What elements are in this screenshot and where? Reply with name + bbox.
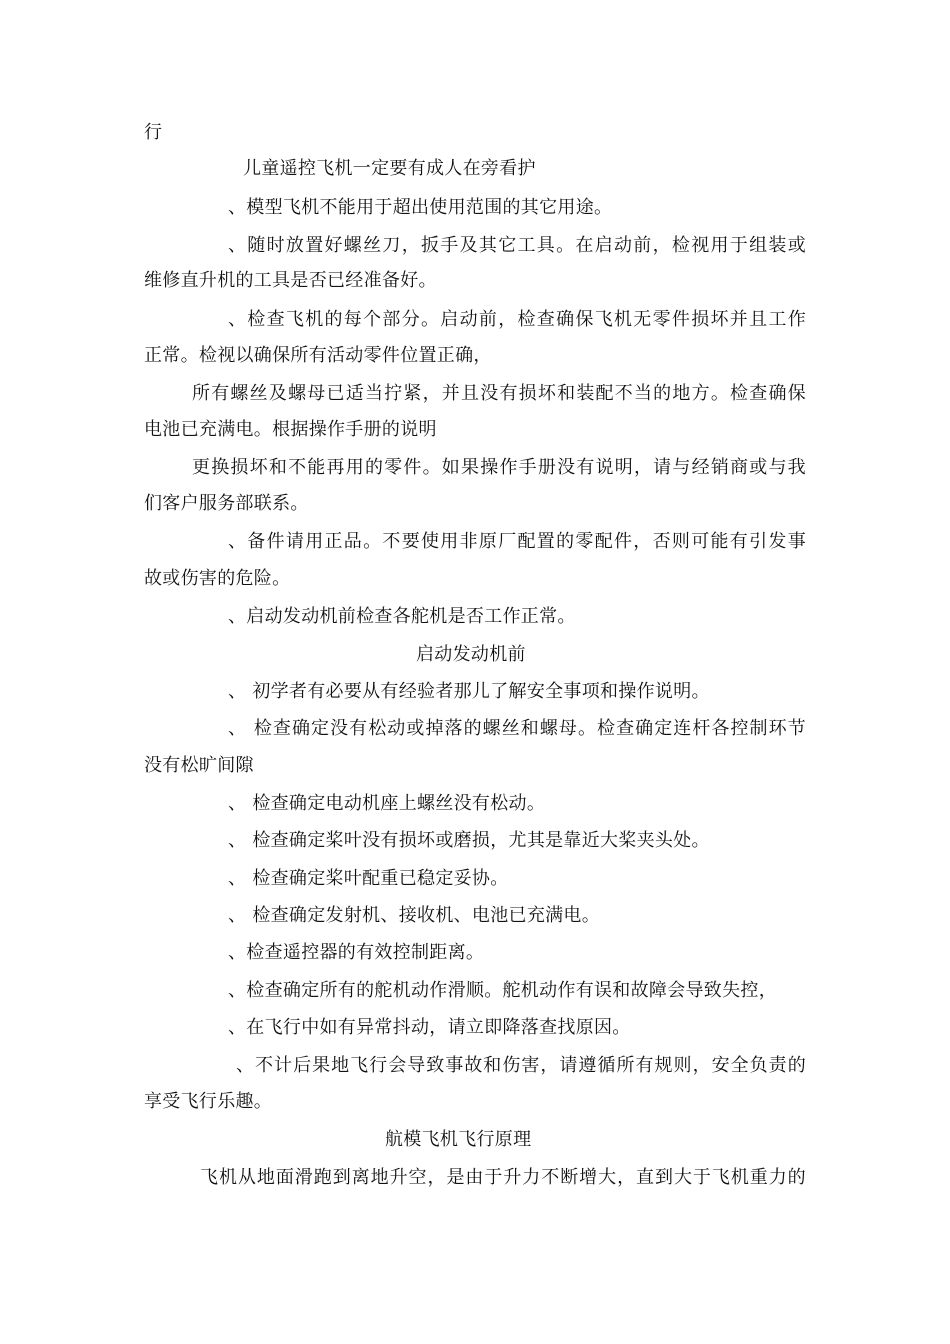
- text-line: 、 检查确定没有松动或掉落的螺丝和螺母。检查确定连杆各控制环节: [228, 718, 806, 739]
- text-line: 行: [144, 122, 163, 143]
- text-line: 、在飞行中如有异常抖动，请立即降落查找原因。: [228, 1017, 631, 1038]
- text-line: 、随时放置好螺丝刀，扳手及其它工具。在启动前，检视用于组装或: [228, 235, 806, 256]
- text-line: 、检查确定所有的舵机动作滑顺。舵机动作有误和故障会导致失控，: [228, 980, 777, 1001]
- text-line: 、 检查确定发射机、接收机、电池已充满电。: [228, 905, 601, 926]
- text-line: 维修直升机的工具是否已经准备好。: [144, 270, 437, 291]
- text-line: 更换损坏和不能再用的零件。如果操作手册没有说明，请与经销商或与我: [192, 457, 806, 478]
- text-line: 、 检查确定桨叶没有损坏或磨损，尤其是靠近大桨夹头处。: [228, 830, 710, 851]
- text-line: 、备件请用正品。不要使用非原厂配置的零配件，否则可能有引发事: [228, 531, 806, 552]
- heading-before-engine-start: 启动发动机前: [416, 644, 526, 665]
- text-line: 、模型飞机不能用于超出使用范围的其它用途。: [228, 197, 613, 218]
- text-line: 故或伤害的危险。: [144, 568, 291, 589]
- text-line: 飞机从地面滑跑到离地升空，是由于升力不断增大，直到大于飞机重力的: [200, 1167, 806, 1188]
- text-line: 、检查遥控器的有效控制距离。: [228, 942, 485, 963]
- text-line: 、启动发动机前检查各舵机是否工作正常。: [228, 606, 576, 627]
- text-line: 、 检查确定桨叶配重已稳定妥协。: [228, 868, 509, 889]
- text-line: 享受飞行乐趣。: [144, 1091, 273, 1112]
- text-line: 没有松旷间隙: [144, 755, 254, 776]
- text-line: 电池已充满电。根据操作手册的说明: [144, 419, 437, 440]
- text-line: 、不计后果地飞行会导致事故和伤害，请遵循所有规则，安全负责的: [236, 1055, 806, 1076]
- text-line: 正常。检视以确保所有活动零件位置正确，: [144, 345, 492, 366]
- text-line: 、检查飞机的每个部分。启动前，检查确保飞机无零件损坏并且工作: [228, 309, 806, 330]
- text-line: 、 初学者有必要从有经验者那儿了解安全事项和操作说明。: [228, 681, 710, 702]
- heading-child-supervision: 儿童遥控飞机一定要有成人在旁看护: [243, 158, 536, 179]
- text-line: 、 检查确定电动机座上螺丝没有松动。: [228, 793, 546, 814]
- text-line: 们客户服务部联系。: [144, 493, 309, 514]
- text-line: 所有螺丝及螺母已适当拧紧，并且没有损坏和装配不当的地方。检查确保: [192, 383, 806, 404]
- heading-flight-principle: 航模飞机飞行原理: [385, 1129, 532, 1150]
